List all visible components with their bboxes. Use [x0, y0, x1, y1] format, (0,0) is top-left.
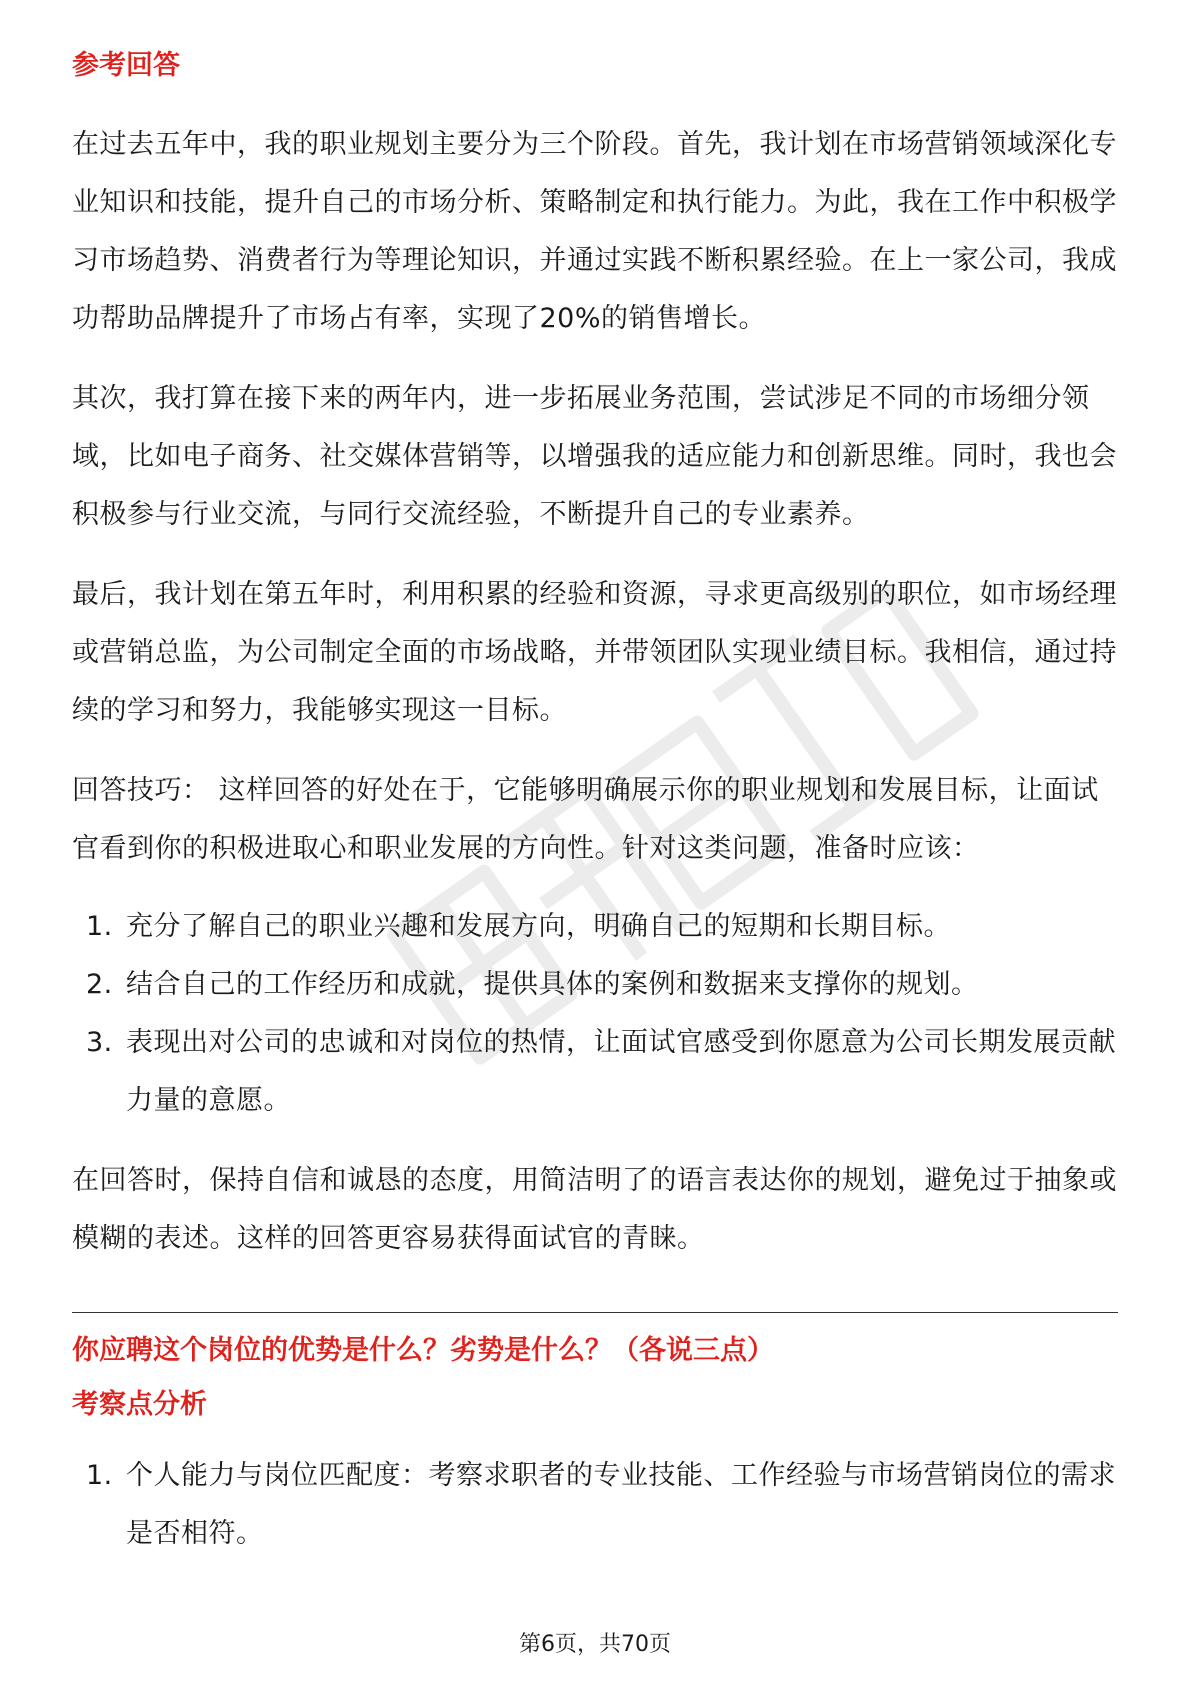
list-item-text: 结合自己的工作经历和成就，提供具体的案例和数据来支撑你的规划。: [126, 969, 979, 1000]
list-item: [72, 1014, 1118, 1130]
list-item: [72, 956, 1118, 1014]
reference-answer-heading: 参考回答: [72, 50, 180, 81]
page-footer: 第6页，共70页: [519, 1632, 671, 1657]
document-page: [72, 40, 1118, 1563]
analysis-points-list: [72, 1447, 1118, 1563]
question-heading: 你应聘这个岗位的优势是什么？劣势是什么？（各说三点）: [72, 1335, 774, 1366]
answer-closing-paragraph: 在回答时，保持自信和诚恳的态度，用简洁明了的语言表达你的规划，避免过于抽象或模糊的表述。这样的回答更容易获得面试官的青睐。: [72, 1165, 1117, 1254]
list-item-text: 表现出对公司的忠诚和对岗位的热情，让面试官感受到你愿意为公司长期发展贡献力量的意愿。: [126, 1027, 1116, 1116]
list-item-number: 1.: [86, 1460, 113, 1491]
list-item-number: 2.: [86, 969, 113, 1000]
list-item-text: 个人能力与岗位匹配度：考察求职者的专业技能、工作经验与市场营销岗位的需求是否相符。: [126, 1460, 1116, 1549]
tips-list: [72, 898, 1118, 1130]
list-item-number: 1.: [86, 911, 113, 942]
analysis-heading: 考察点分析: [72, 1389, 207, 1420]
list-item-text: 充分了解自己的职业兴趣和发展方向，明确自己的短期和长期目标。: [126, 911, 951, 942]
answer-paragraph-2: 其次，我打算在接下来的两年内，进一步拓展业务范围，尝试涉足不同的市场细分领域，比如电子商务、社交媒体营销等，以增强我的适应能力和创新思维。同时，我也会积极参与行业交流，与同行交流经验，不断提升自己的专业素养。: [72, 383, 1117, 530]
answer-paragraph-1: 在过去五年中，我的职业规划主要分为三个阶段。首先，我计划在市场营销领域深化专业知识和技能，提升自己的市场分析、策略制定和执行能力。为此，我在工作中积极学习市场趋势、消费者行为等理论知识，并通过实践不断积累经验。在上一家公司，我成功帮助品牌提升了市场占有率，实现了20%的销售增长。: [72, 129, 1117, 334]
answer-paragraph-3: 最后，我计划在第五年时，利用积累的经验和资源，寻求更高级别的职位，如市场经理或营销总监，为公司制定全面的市场战略，并带领团队实现业绩目标。我相信，通过持续的学习和努力，我能够实现这一目标。: [72, 579, 1117, 726]
answer-tips-intro: 回答技巧： 这样回答的好处在于，它能够明确展示你的职业规划和发展目标，让面试官看到你的积极进取心和职业发展的方向性。针对这类问题，准备时应该：: [72, 775, 1099, 864]
list-item-number: 3.: [86, 1027, 113, 1058]
list-item: [72, 898, 1118, 956]
list-item: [72, 1447, 1118, 1563]
